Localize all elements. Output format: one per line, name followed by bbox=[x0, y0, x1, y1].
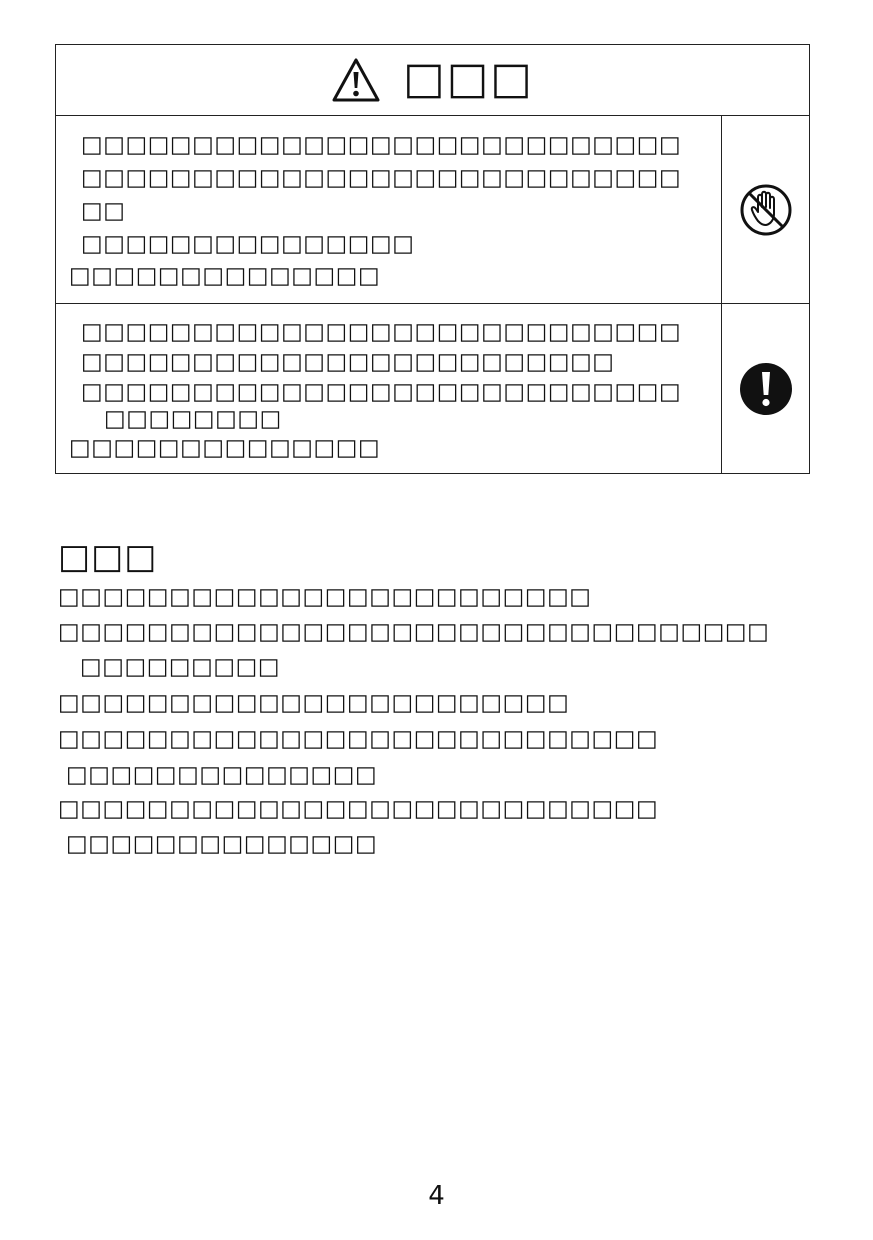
warning-row-text bbox=[56, 116, 722, 303]
warning-line: □□□□□□□□ bbox=[104, 406, 282, 432]
warning-row-text bbox=[56, 304, 722, 474]
warning-title: □□□ bbox=[403, 53, 534, 104]
notes-line: □□□□□□□□□□□□□□□□□□□□□□□□□□□ bbox=[58, 796, 659, 822]
mandatory-exclamation-icon bbox=[739, 362, 793, 416]
warning-line: □□ bbox=[81, 198, 126, 224]
notes-line: □□□□□□□□□□□□□□□□□□□□□□□□ bbox=[58, 584, 592, 610]
notes-line: □□□□□□□□□□□□□□□□□□□□□□□ bbox=[58, 690, 570, 716]
warning-row-icon-cell bbox=[722, 116, 809, 303]
no-touch-hand-icon bbox=[739, 183, 793, 237]
warning-line: □□□□□□□□□□□□□□□□□□□□□□□□□□□ bbox=[81, 379, 682, 405]
warning-line: □□□□□□□□□□□□□□□□□□□□□□□□ bbox=[81, 349, 615, 375]
warning-line: □□□□□□□□□□□□□□ bbox=[69, 263, 381, 289]
warning-row-mandatory bbox=[56, 304, 809, 474]
warning-line: □□□□□□□□□□□□□□□□□□□□□□□□□□□ bbox=[81, 319, 682, 345]
warning-row-prohibition bbox=[56, 116, 809, 304]
notes-line: □□□□□□□□□□□□□□ bbox=[66, 762, 378, 788]
notes-line: □□□□□□□□□□□□□□ bbox=[66, 831, 378, 857]
notes-line: □□□□□□□□□□□□□□□□□□□□□□□□□□□□□□□□ bbox=[58, 619, 770, 645]
warning-triangle-icon bbox=[331, 57, 381, 103]
warning-line: □□□□□□□□□□□□□□□□□□□□□□□□□□□ bbox=[81, 165, 682, 191]
warning-line: □□□□□□□□□□□□□□ bbox=[69, 435, 381, 461]
warning-line: □□□□□□□□□□□□□□□ bbox=[81, 231, 415, 257]
notes-line: □□□□□□□□□ bbox=[80, 654, 281, 680]
warning-box bbox=[55, 44, 810, 474]
warning-header bbox=[56, 45, 809, 116]
notes-line: □□□□□□□□□□□□□□□□□□□□□□□□□□□ bbox=[58, 726, 659, 752]
warning-row-icon-cell bbox=[722, 304, 809, 474]
page-number: 4 bbox=[428, 1181, 445, 1211]
notes-section-title: □□□ bbox=[58, 537, 158, 577]
warning-line: □□□□□□□□□□□□□□□□□□□□□□□□□□□ bbox=[81, 132, 682, 158]
